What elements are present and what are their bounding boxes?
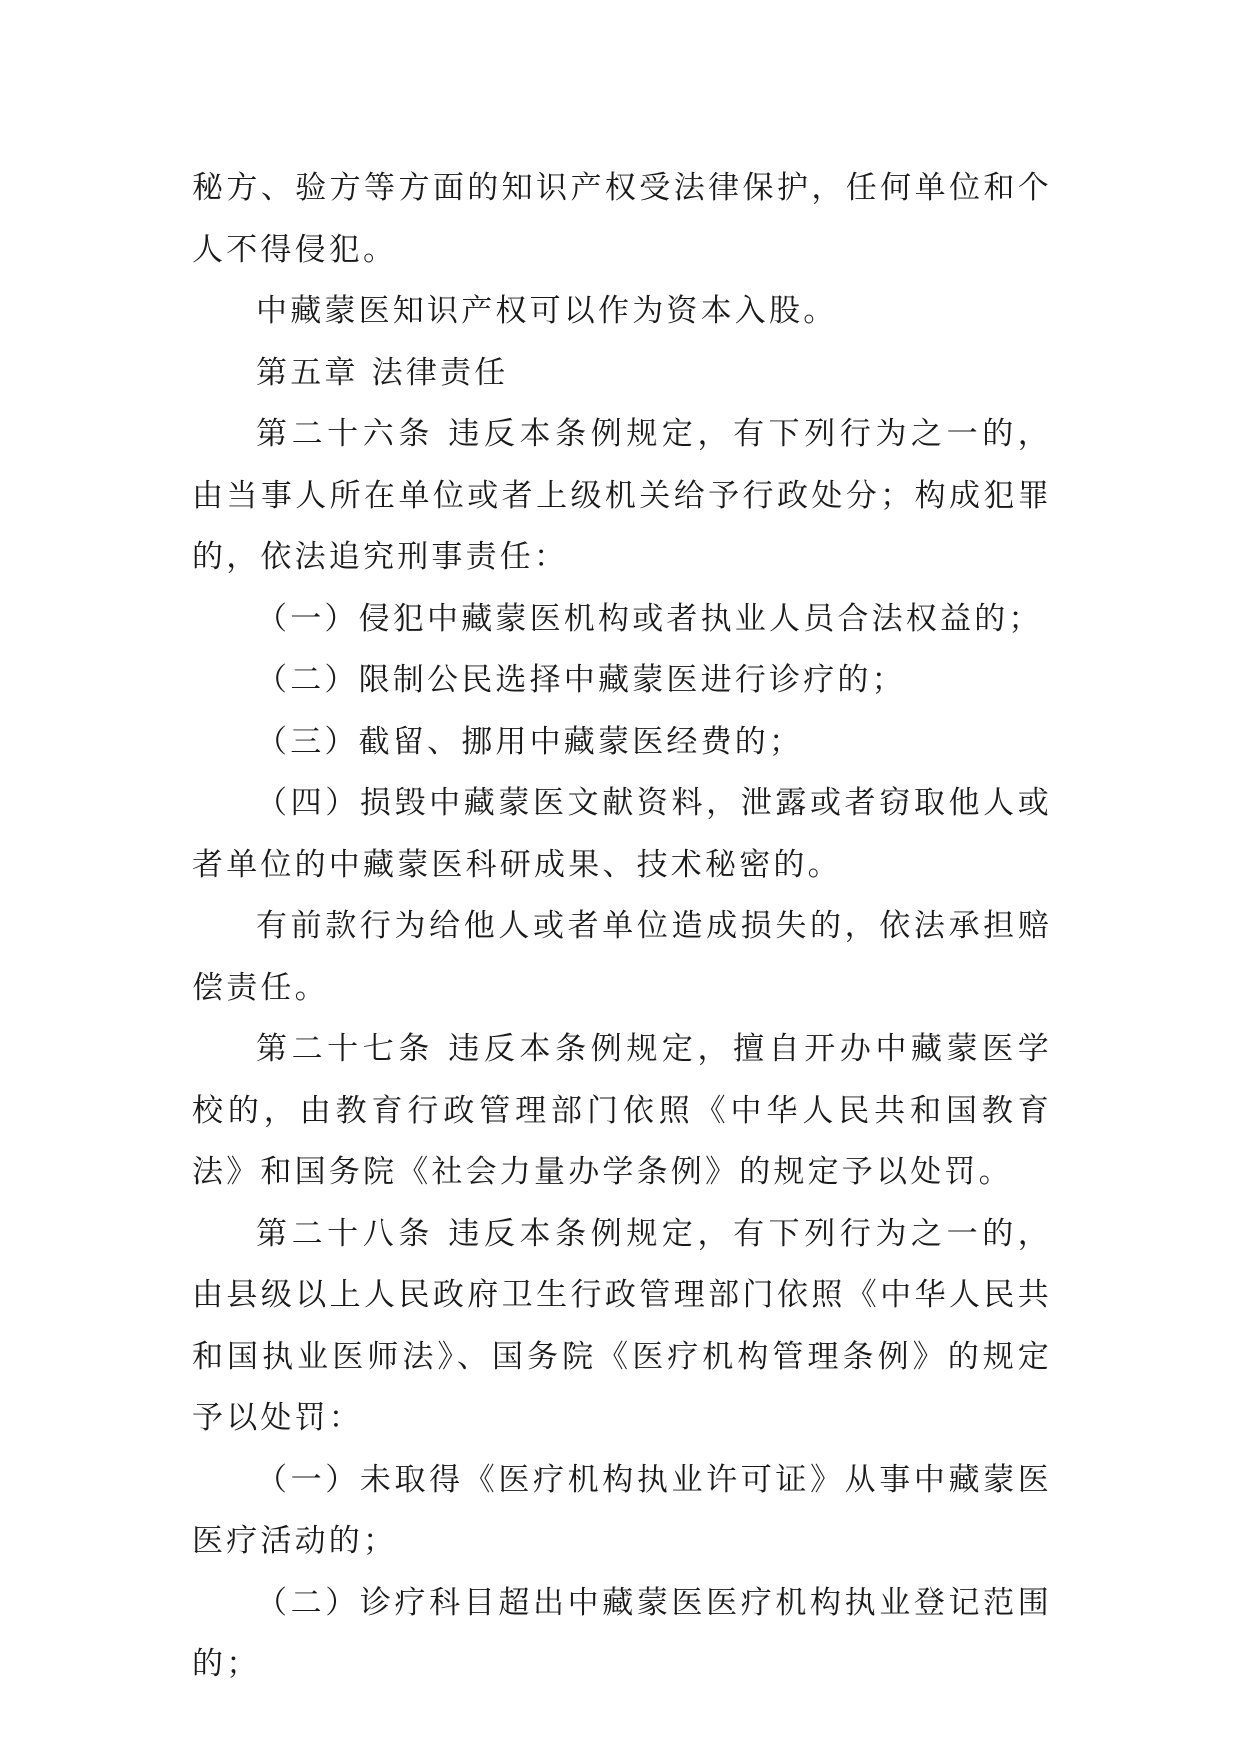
article-26: 第二十六条 违反本条例规定，有下列行为之一的，由当事人所在单位或者上级机关给予行政处分；构成犯罪的，依法追究刑事责任： [192,416,1052,575]
article-28: 第二十八条 违反本条例规定，有下列行为之一的，由县级以上人民政府卫生行政管理部门依照《中华人民共和国执业医师法》、国务院《医疗机构管理条例》的规定予以处罚： [192,1215,1052,1436]
document-body [192,158,1052,1696]
article-26-item-4: （四）损毁中藏蒙医文献资料，泄露或者窃取他人或者单位的中藏蒙医科研成果、技术秘密的。 [192,785,1052,883]
article-28-item-2: （二）诊疗科目超出中藏蒙医医疗机构执业登记范围的； [192,1584,1052,1682]
article-26-item-1: （一）侵犯中藏蒙医机构或者执业人员合法权益的； [256,600,1043,637]
article-27: 第二十七条 违反本条例规定，擅自开办中藏蒙医学校的，由教育行政管理部门依照《中华人民共和国教育法》和国务院《社会力量办学条例》的规定予以处罚。 [192,1031,1052,1190]
article-26-item-3: （三）截留、挪用中藏蒙医经费的； [256,723,804,760]
article-28-item-1: （一）未取得《医疗机构执业许可证》从事中藏蒙医医疗活动的； [192,1461,1052,1559]
article-26-compensation: 有前款行为给他人或者单位造成损失的，依法承担赔偿责任。 [192,908,1052,1006]
paragraph-ip-capital: 中藏蒙医知识产权可以作为资本入股。 [256,293,838,329]
article-26-item-2: （二）限制公民选择中藏蒙医进行诊疗的； [256,662,906,698]
paragraph-continuation: 秘方、验方等方面的知识产权受法律保护，任何单位和个人不得侵犯。 [192,170,1052,268]
chapter-heading: 第五章 法律责任 [256,354,509,391]
